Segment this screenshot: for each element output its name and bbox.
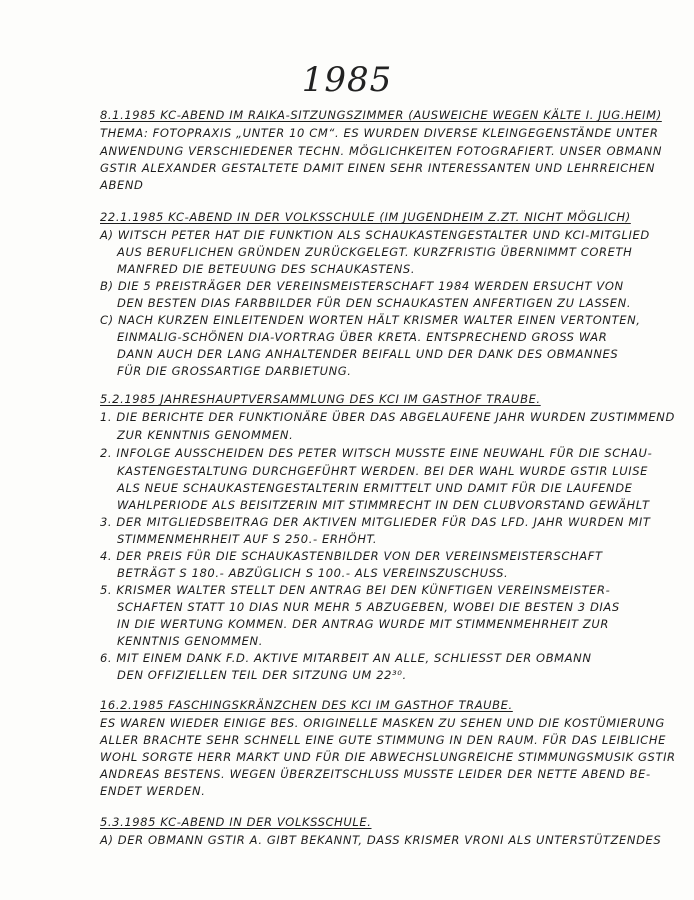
entry-line: A) WITSCH PETER HAT DIE FUNKTION ALS SCHAUKASTENGESTALTER UND KCI-MITGLIED — [100, 228, 650, 242]
entry-line: 5. KRISMER WALTER STELLT DEN ANTRAG BEI DEN KÜNFTIGEN VEREINSMEISTER- — [100, 583, 611, 597]
entry-line: FÜR DIE GROSSARTIGE DARBIETUNG. — [117, 364, 352, 378]
entry-line: SCHAFTEN STATT 10 DIAS NUR MEHR 5 ABZUGEBEN, WOBEI DIE BESTEN 3 DIAS — [117, 600, 620, 614]
entry-line: KENNTNIS GENOMMEN. — [117, 634, 263, 648]
entry-heading: 5.2.1985 JAHRESHAUPTVERSAMMLUNG DES KCI IM GASTHOF TRAUBE. — [100, 392, 541, 406]
entry-heading: 5.3.1985 KC-ABEND IN DER VOLKSSCHULE. — [100, 815, 372, 829]
entry-heading: 16.2.1985 FASCHINGSKRÄNZCHEN DES KCI IM GASTHOF TRAUBE. — [100, 698, 513, 712]
entry-line: KASTENGESTALTUNG DURCHGEFÜHRT WERDEN. BEI DER WAHL WURDE GSTIR LUISE — [117, 464, 649, 478]
entry-heading: 8.1.1985 KC-ABEND IM RAIKA-SITZUNGSZIMMER (AUSWEICHE WEGEN KÄLTE I. JUG.HEIM) — [100, 108, 662, 122]
entry-heading: 22.1.1985 KC-ABEND IN DER VOLKSSCHULE (IM JUGENDHEIM Z.ZT. NICHT MÖGLICH) — [100, 210, 631, 224]
entry-line: DANN AUCH DER LANG ANHALTENDER BEIFALL UND DER DANK DES OBMANNES — [117, 347, 619, 361]
entry-line: DEN BESTEN DIAS FARBBILDER FÜR DEN SCHAUKASTEN ANFERTIGEN ZU LASSEN. — [117, 296, 632, 310]
entry-line: DEN OFFIZIELLEN TEIL DER SITZUNG UM 22³⁰. — [117, 668, 407, 682]
entry-line: ES WAREN WIEDER EINIGE BES. ORIGINELLE MASKEN ZU SEHEN UND DIE KOSTÜMIERUNG — [100, 716, 665, 730]
entry-line: GSTIR ALEXANDER GESTALTETE DAMIT EINEN SEHR INTERESSANTEN UND LEHRREICHEN — [100, 161, 656, 175]
entry-line: BETRÄGT S 180.- ABZÜGLICH S 100.- ALS VEREINSZUSCHUSS. — [117, 566, 509, 580]
entry-line: C) NACH KURZEN EINLEITENDEN WORTEN HÄLT KRISMER WALTER EINEN VERTONTEN, — [100, 313, 641, 327]
entry-line: ENDET WERDEN. — [100, 784, 206, 798]
entry-line: ANWENDUNG VERSCHIEDENER TECHN. MÖGLICHKEITEN FOTOGRAFIERT. UNSER OBMANN — [100, 144, 663, 158]
entry-line: 2. INFOLGE AUSSCHEIDEN DES PETER WITSCH MUSSTE EINE NEUWAHL FÜR DIE SCHAU- — [100, 446, 653, 460]
entry-line: 1. DIE BERICHTE DER FUNKTIONÄRE ÜBER DAS ABGELAUFENE JAHR WURDEN ZUSTIMMEND — [100, 410, 675, 424]
entry-line: 6. MIT EINEM DANK F.D. AKTIVE MITARBEIT AN ALLE, SCHLIESST DER OBMANN — [100, 651, 592, 665]
entry-line: MANFRED DIE BETEUUNG DES SCHAUKASTENS. — [117, 262, 416, 276]
entry-line: AUS BERUFLICHEN GRÜNDEN ZURÜCKGELEGT. KURZFRISTIG ÜBERNIMMT CORETH — [117, 245, 633, 259]
year-title: 1985 — [301, 60, 393, 100]
entry-line: ALS NEUE SCHAUKASTENGESTALTERIN ERMITTELT UND DAMIT FÜR DIE LAUFENDE — [117, 481, 633, 495]
entry-line: B) DIE 5 PREISTRÄGER DER VEREINSMEISTERSCHAFT 1984 WERDEN ERSUCHT VON — [100, 279, 624, 293]
entry-line: WOHL SORGTE HERR MARKT UND FÜR DIE ABWECHSLUNGREICHE STIMMUNGSMUSIK GSTIR — [100, 750, 676, 764]
entry-line: THEMA: FOTOPRAXIS „UNTER 10 CM“. ES WURDEN DIVERSE KLEINGEGENSTÄNDE UNTER — [100, 126, 659, 140]
entry-line: 4. DER PREIS FÜR DIE SCHAUKASTENBILDER VON DER VEREINSMEISTERSCHAFT — [100, 549, 603, 563]
entry-line: WAHLPERIODE ALS BEISITZERIN MIT STIMMRECHT IN DEN CLUBVORSTAND GEWÄHLT — [117, 498, 650, 512]
entry-line: ZUR KENNTNIS GENOMMEN. — [117, 428, 294, 442]
entry-line: IN DIE WERTUNG KOMMEN. DER ANTRAG WURDE MIT STIMMENMEHRHEIT ZUR — [117, 617, 609, 631]
entry-line: ABEND — [100, 178, 144, 192]
entry-line: 3. DER MITGLIEDSBEITRAG DER AKTIVEN MITGLIEDER FÜR DAS LFD. JAHR WURDEN MIT — [100, 515, 651, 529]
entry-line: STIMMENMEHRHEIT AUF S 250.- ERHÖHT. — [117, 532, 378, 546]
entry-line: ALLER BRACHTE SEHR SCHNELL EINE GUTE STIMMUNG IN DEN RAUM. FÜR DAS LEIBLICHE — [100, 733, 666, 747]
entry-line: ANDREAS BESTENS. WEGEN ÜBERZEITSCHLUSS MUSSTE LEIDER DER NETTE ABEND BE- — [100, 767, 651, 781]
entry-line: A) DER OBMANN GSTIR A. GIBT BEKANNT, DASS KRISMER VRONI ALS UNTERSTÜTZENDES — [100, 833, 662, 847]
entry-line: EINMALIG-SCHÖNEN DIA-VORTRAG ÜBER KRETA. ENTSPRECHEND GROSS WAR — [117, 330, 608, 344]
